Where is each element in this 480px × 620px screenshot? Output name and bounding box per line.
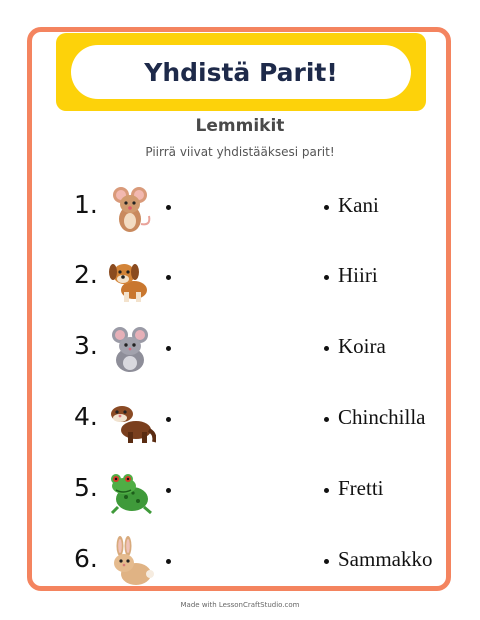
match-row-5: [0, 461, 480, 521]
right-connector-dot[interactable]: [324, 488, 329, 493]
match-row-1: [0, 178, 480, 238]
item-number: 1.: [74, 190, 98, 219]
left-connector-dot[interactable]: [166, 275, 171, 280]
dog-icon: [104, 252, 156, 304]
frog-icon: [104, 465, 156, 517]
item-number: 3.: [74, 331, 98, 360]
right-connector-dot[interactable]: [324, 205, 329, 210]
left-connector-dot[interactable]: [166, 559, 171, 564]
topic-heading: Lemmikit: [195, 116, 285, 136]
left-connector-dot[interactable]: [166, 488, 171, 493]
item-number: 6.: [74, 544, 98, 573]
match-word: Hiiri: [338, 263, 378, 287]
worksheet-title: Yhdistä Parit!: [144, 57, 338, 87]
right-connector-dot[interactable]: [324, 346, 329, 351]
match-word: Fretti: [338, 476, 384, 500]
match-row-3: [0, 319, 480, 379]
match-row-6: [0, 532, 480, 592]
footer-credit: Made with LessonCraftStudio.com: [180, 601, 300, 609]
item-number: 4.: [74, 402, 98, 431]
rabbit-icon: [104, 536, 156, 588]
match-row-4: [0, 390, 480, 450]
left-connector-dot[interactable]: [166, 417, 171, 422]
left-connector-dot[interactable]: [166, 205, 171, 210]
right-connector-dot[interactable]: [324, 417, 329, 422]
right-connector-dot[interactable]: [324, 559, 329, 564]
left-connector-dot[interactable]: [166, 346, 171, 351]
mouse-icon: [104, 182, 156, 234]
item-number: 5.: [74, 473, 98, 502]
instructions-text: Piirrä viivat yhdistääksesi parit!: [145, 145, 335, 159]
title-pill: [71, 45, 411, 99]
match-word: Sammakko: [338, 547, 433, 571]
match-word: Kani: [338, 193, 379, 217]
match-row-2: [0, 248, 480, 308]
chinchilla-icon: [104, 323, 156, 375]
match-word: Chinchilla: [338, 405, 426, 429]
item-number: 2.: [74, 260, 98, 289]
right-connector-dot[interactable]: [324, 275, 329, 280]
ferret-icon: [104, 394, 156, 446]
match-word: Koira: [338, 334, 386, 358]
